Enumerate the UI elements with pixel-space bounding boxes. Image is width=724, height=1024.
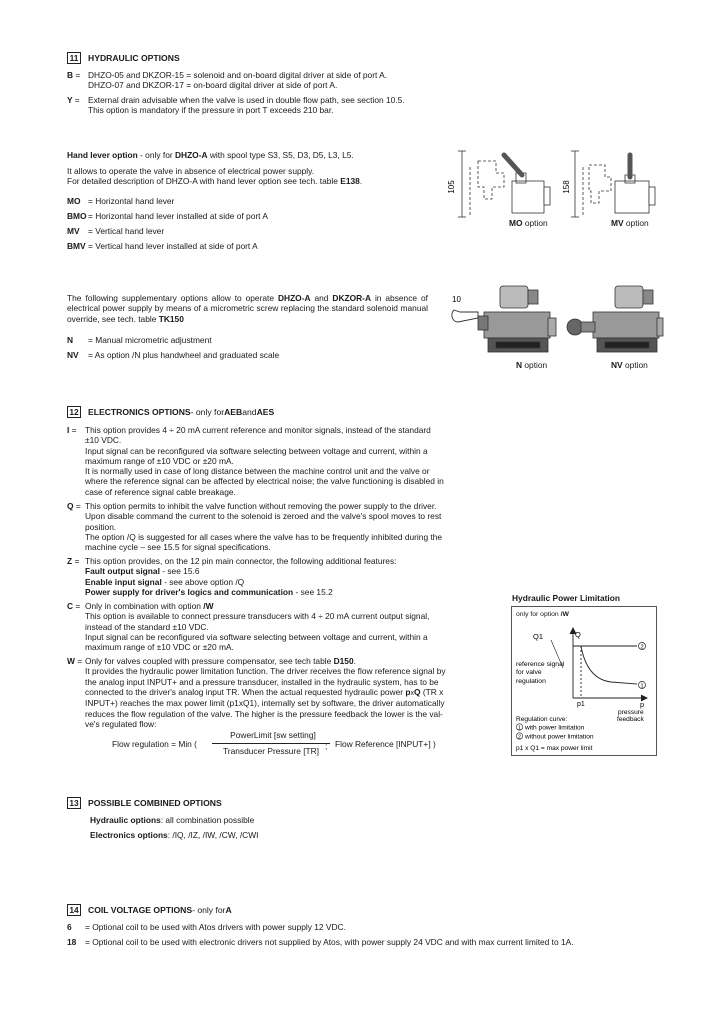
hand-lever-list	[67, 196, 268, 256]
section-title: HYDRAULIC OPTIONS	[88, 52, 180, 63]
hpl-only-for: only for option /W	[516, 611, 569, 618]
option-code: Z =	[67, 556, 80, 566]
nv-option-drawing	[563, 282, 663, 362]
flow-regulation-formula: Flow regulation = Min ( PowerLimit [sw setting] Transducer Pressure [TR] ; Flow Reference [INPUT+] )	[112, 730, 436, 756]
section-number: 12	[67, 406, 81, 418]
svg-text:p: p	[640, 700, 645, 709]
svg-text:p1 x Q1 = max power limit: p1 x Q1 = max power limit	[516, 745, 593, 752]
option-b	[67, 70, 387, 91]
svg-text:with power limitation: with power limitation	[525, 724, 585, 732]
dim-158: 158	[562, 180, 571, 194]
option-text: External drain advisable when the valve is used in double flow path, see section 10.5.	[88, 95, 405, 105]
option-code: C =	[67, 601, 81, 611]
svg-text:regulation: regulation	[516, 678, 546, 685]
option-code: Q =	[67, 501, 81, 511]
option-z: Z = This option provides, on the 12 pin main connector, the following additional features: Fault output signal - see 15.6 Enable input signal - see above option /Q Power supply for driver's logics and communication - see 15.2	[67, 556, 397, 597]
manual-override-desc: The following supplementary options allow to operate DHZO-A and DKZOR-A in absence of electrical power supply by means of a micrometric screw replacing the standard solenoid manual override, see tech. table TK150	[67, 293, 428, 324]
svg-text:1: 1	[640, 683, 644, 690]
list-item: N = Manual micrometric adjustment	[67, 335, 212, 345]
option-text: This option is mandatory if the pressure in port T exceeds 210 bar.	[88, 105, 334, 116]
dim-105: 105	[447, 180, 456, 194]
section-number: 14	[67, 904, 81, 916]
list-item: NV = As option /N plus handwheel and graduated scale	[67, 350, 280, 360]
option-c: C = Only in combination with option /W This option is available to connect pressure transducers with 4 ÷ 20 mA current output signal, instead of the standard ±10 VDC. Input signal can be reconfigured via software selecting between voltage and current, within a maximum range of ±10 VDC or ±20 mA.	[67, 601, 430, 652]
svg-text:p1: p1	[577, 701, 585, 708]
mo-caption: MO option	[509, 218, 548, 228]
svg-text:for valve: for valve	[516, 669, 542, 676]
svg-text:2: 2	[518, 734, 521, 741]
option-text: DHZO-07 and DKZOR-17 = on-board digital driver at side of port A.	[88, 80, 338, 91]
coil-option-18: 18 = Optional coil to be used with electronic drivers not supplied by Atos, with power supply 24 VDC and with max current limited to 1A.	[67, 937, 574, 947]
hpl-title: Hydraulic Power Limitation	[512, 593, 620, 603]
list-item: MV = Vertical hand lever	[67, 226, 165, 236]
section-title: POSSIBLE COMBINED OPTIONS	[88, 797, 222, 808]
electronics-combined: Electronics options: /IQ, /IZ, /IW, /CW, /CWI	[90, 830, 259, 840]
wrench-icon	[452, 310, 478, 322]
section-12-heading: 12 ELECTRONICS OPTIONS - only for AEB and AES	[67, 406, 274, 418]
hpl-graph	[511, 606, 657, 756]
svg-text:2: 2	[640, 644, 644, 651]
option-code: W =	[67, 656, 83, 666]
section-title: COIL VOLTAGE OPTIONS	[88, 904, 193, 915]
svg-text:feedback: feedback	[617, 716, 644, 723]
list-item: BMV = Vertical hand lever installed at side of port A	[67, 241, 258, 251]
mo-lever-drawing	[448, 147, 560, 223]
manual-override-list	[67, 335, 279, 365]
mv-lever-drawing	[562, 147, 661, 223]
section-13-heading	[67, 797, 222, 809]
nv-caption: NV option	[611, 360, 648, 370]
option-i: I = This option provides 4 ÷ 20 mA current reference and monitor signals, instead of the standard ±10 VDC. Input signal can be reconfigured via software selecting between voltage and current, within a maximum range of ±10 VDC or ±20 mA. It is normally used in case of long distance between the machine control unit and the valve or where the reference signal can be affected by electrical noise; the valve functioning is disabled in case of reference signal cable breakage.	[67, 425, 444, 497]
option-y	[67, 95, 405, 116]
option-code: I =	[67, 425, 77, 435]
section-number: 13	[67, 797, 81, 809]
n-option-drawing	[448, 282, 560, 362]
hydraulic-combined: Hydraulic options: all combination possible	[90, 815, 255, 825]
option-code: B =	[67, 70, 81, 80]
hand-lever-desc: It allows to operate the valve in absence of electrical power supply. For detailed description of DHZO-A with hand lever option see tech. table E138.	[67, 166, 363, 187]
n-caption: N option	[516, 360, 548, 370]
svg-text:Q1: Q1	[533, 632, 544, 641]
section-11-heading	[67, 52, 180, 64]
svg-text:Q: Q	[575, 630, 581, 639]
svg-text:without power limitation: without power limitation	[525, 733, 594, 741]
svg-text:reference signal: reference signal	[516, 661, 565, 668]
svg-text:Regulation curve:: Regulation curve:	[516, 716, 568, 723]
option-q: Q = This option permits to inhibit the valve function without removing the power supply to the driver. Upon disable command the current to the solenoid is zeroed and the valve's spool moves to rest position. The option /Q is suggested for all cases where the valve has to be frequently inhibited during the machine cycle – see 15.5 for signal specifications.	[67, 501, 443, 552]
list-item: BMO = Horizontal hand lever installed at side of port A	[67, 211, 268, 221]
hand-lever-heading: Hand lever option - only for DHZO-A with spool type S3, S5, D3, D5, L3, L5.	[67, 150, 354, 160]
list-item: MO = Horizontal hand lever	[67, 196, 175, 206]
option-w: W = Only for valves coupled with pressure compensator, see tech table D150. It provides the hydraulic power limitation function. The driver receives the flow reference signal by the analog input INPUT+ and a pressure transducer, installed in the hydraulic system, has to be connected to the driver's analog input TR. When the actual requested hydraulic power pxQ (TR x INPUT+) reaches the max power limit (p1xQ1), internally set by software, the driver automatically reduces the flow regulation of the valve. The higher is the pressure feedback the lower is the val- ve's regulated flow:	[67, 656, 446, 729]
section-number: 11	[67, 52, 81, 64]
wrench-size: 10	[452, 295, 461, 304]
option-code: Y =	[67, 95, 80, 105]
section-14-heading: 14 COIL VOLTAGE OPTIONS - only for A	[67, 904, 232, 916]
option-text: DHZO-05 and DKZOR-15 = solenoid and on-board digital driver at side of port A.	[88, 70, 388, 80]
svg-text:pressure: pressure	[618, 709, 644, 716]
section-title: ELECTRONICS OPTIONS	[88, 406, 191, 417]
svg-text:1: 1	[518, 725, 521, 732]
coil-option-6: 6 = Optional coil to be used with Atos drivers with power supply 12 VDC.	[67, 922, 346, 932]
mv-caption: MV option	[611, 218, 649, 228]
